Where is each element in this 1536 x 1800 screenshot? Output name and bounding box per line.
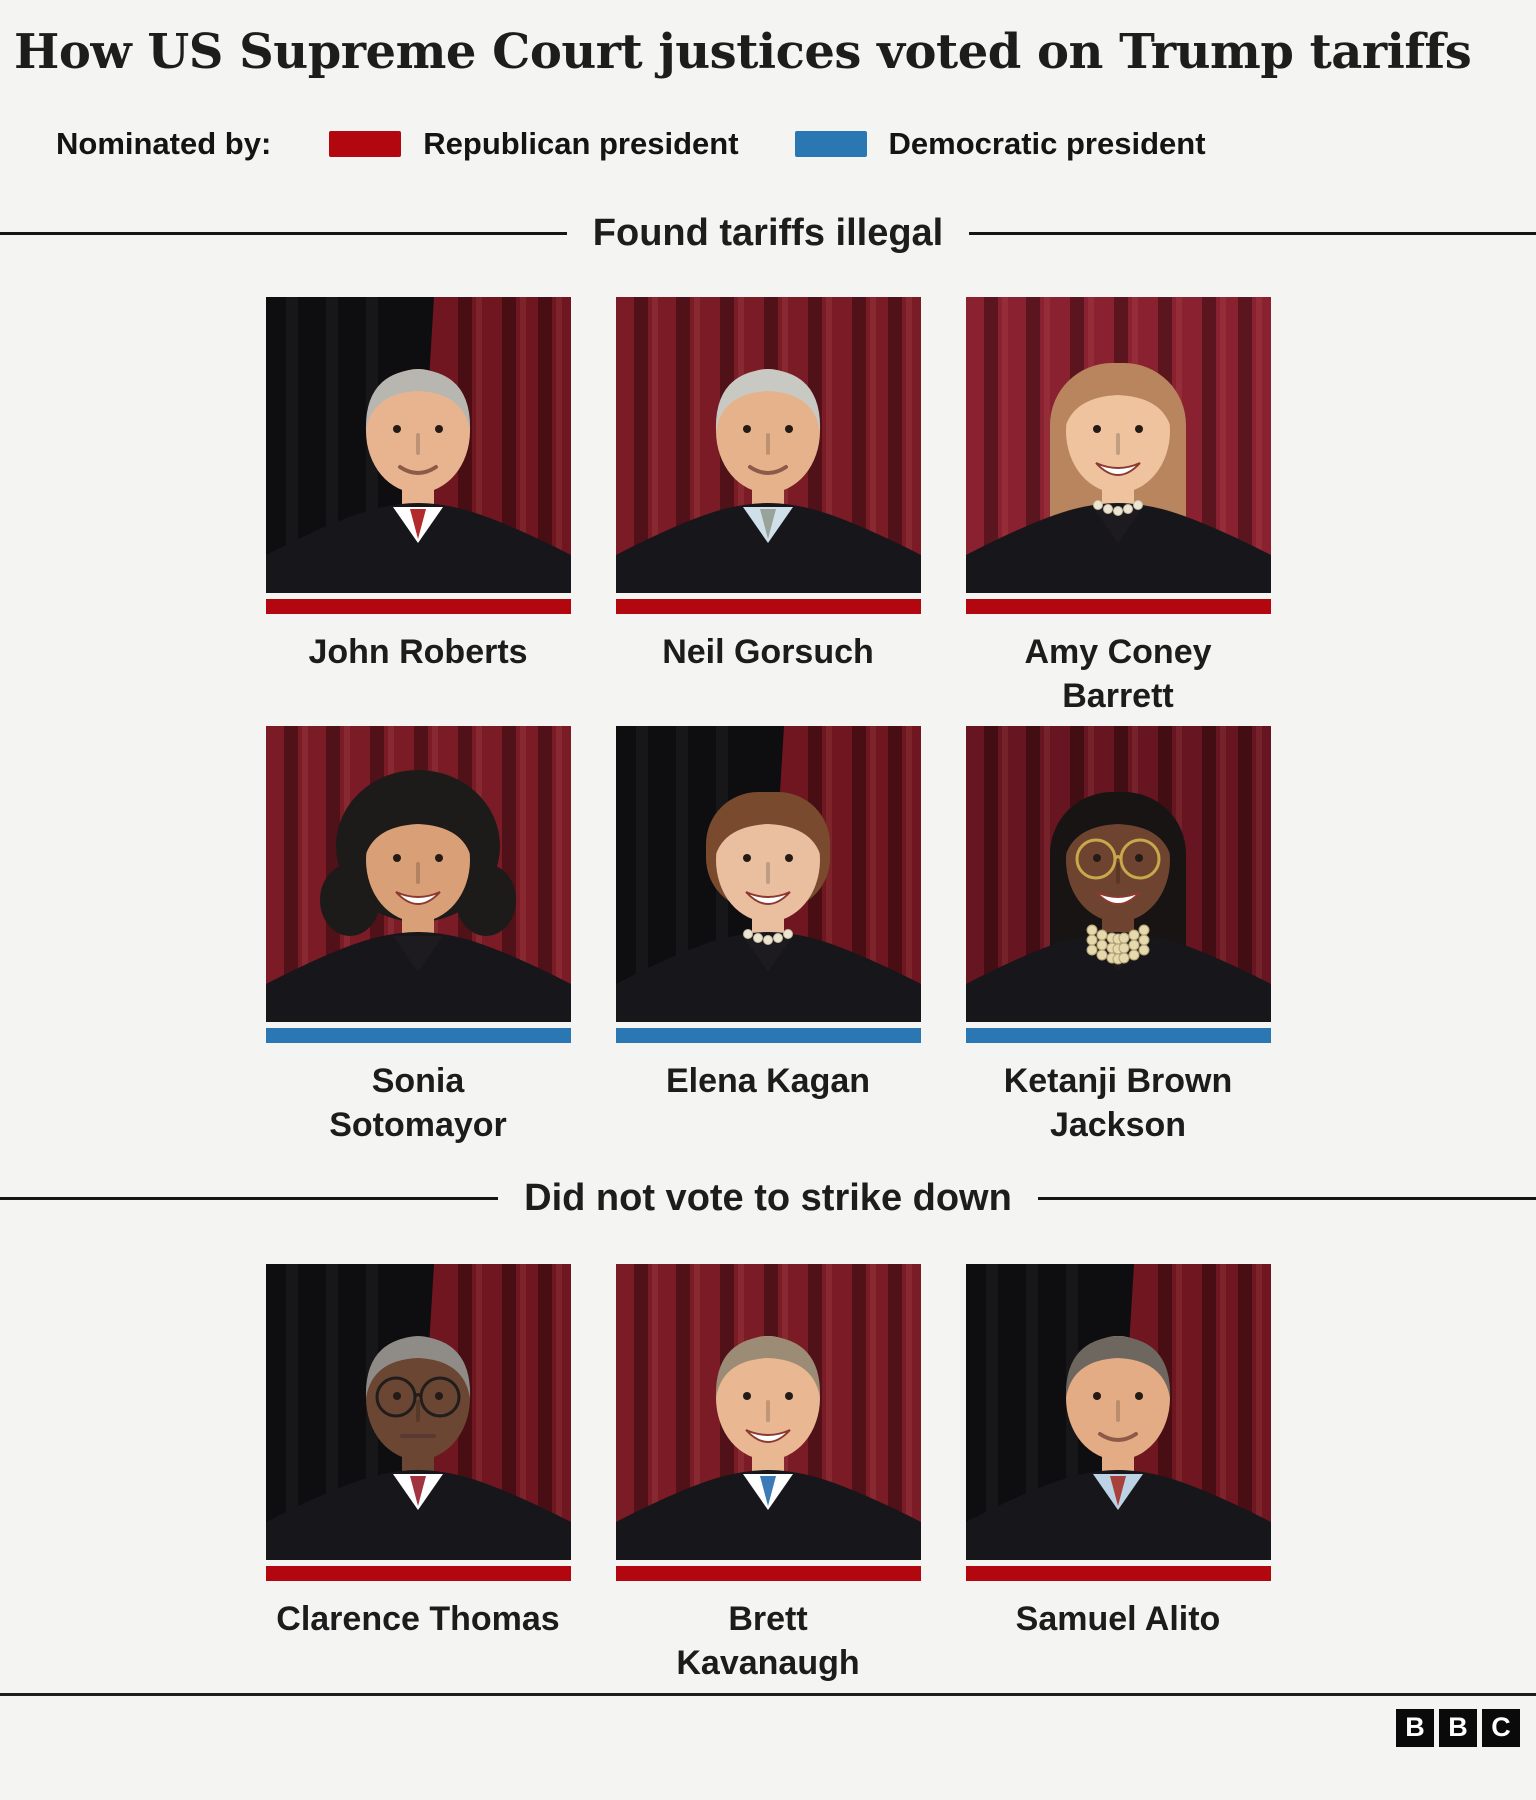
nomination-color-bar: [966, 1028, 1271, 1043]
justice-portrait-photo: [966, 726, 1271, 1022]
legend: [56, 126, 1536, 162]
justice-name: [266, 630, 571, 718]
justice-name: [966, 1597, 1271, 1685]
nomination-color-bar: [616, 1028, 921, 1043]
justice-portrait-photo: [616, 726, 921, 1022]
nomination-color-bar: [266, 1028, 571, 1043]
divider-line: [0, 1197, 498, 1200]
section-heading: Found tariffs illegal: [592, 211, 944, 254]
justice-name-line: Brett: [728, 1599, 808, 1638]
nomination-color-bar: [266, 1566, 571, 1581]
justice-name-line: John Roberts: [308, 632, 528, 671]
justice-portrait-photo: [966, 1264, 1271, 1560]
divider-line: [0, 232, 567, 235]
legend-label: Nominated by:: [56, 125, 272, 161]
nomination-color-bar: [966, 599, 1271, 614]
justice-card: [966, 1264, 1271, 1685]
democratic-swatch: [795, 131, 867, 157]
justice-card: [266, 1264, 571, 1685]
legend-item-republican: [329, 126, 738, 162]
justice-name-line: Clarence Thomas: [276, 1599, 560, 1638]
section-header: [0, 1177, 1536, 1220]
justice-name: [966, 1059, 1271, 1147]
justice-name-line: Elena Kagan: [665, 1061, 871, 1100]
justice-card: [966, 726, 1271, 1147]
justice-card: [616, 726, 921, 1147]
justice-name: [266, 1597, 571, 1685]
justice-portrait-photo: [266, 726, 571, 1022]
justice-name-line: Sonia: [371, 1061, 465, 1100]
justice-name-line: Neil Gorsuch: [662, 632, 874, 671]
justice-name-line: Kavanaugh: [676, 1643, 860, 1682]
justice-portrait-photo: [266, 297, 571, 593]
justice-portrait-photo: [966, 297, 1271, 593]
bbc-logo: [0, 1709, 1536, 1747]
justice-name-line: Samuel Alito: [1015, 1599, 1221, 1638]
justice-card: [616, 1264, 921, 1685]
legend-item-democratic: [795, 126, 1206, 162]
bbc-logo-letter: B: [1396, 1709, 1434, 1747]
nomination-color-bar: [266, 599, 571, 614]
nomination-color-bar: [616, 1566, 921, 1581]
justice-name-line: Barrett: [1062, 676, 1174, 715]
section-did-not-vote: [0, 1177, 1536, 1685]
justice-portrait-photo: [266, 1264, 571, 1560]
justice-name: [616, 1059, 921, 1147]
justice-card: [266, 297, 571, 718]
justice-card: [266, 726, 571, 1147]
justice-name-line: Amy Coney: [1024, 632, 1212, 671]
justice-name: [616, 1597, 921, 1685]
footer-divider-line: [0, 1693, 1536, 1696]
republican-swatch: [329, 131, 401, 157]
justice-portrait-photo: [616, 1264, 921, 1560]
legend-item-label: Republican president: [423, 125, 739, 161]
nomination-color-bar: [966, 1566, 1271, 1581]
justice-name: [966, 630, 1271, 718]
justice-portrait-photo: [616, 297, 921, 593]
legend-item-label: Democratic president: [888, 125, 1206, 161]
section-found-tariffs-illegal: [0, 212, 1536, 1147]
divider-line: [1038, 1197, 1536, 1200]
justice-name-line: Ketanji Brown: [1003, 1061, 1233, 1100]
bbc-logo-letter: C: [1482, 1709, 1520, 1747]
justice-name-line: Jackson: [1049, 1105, 1187, 1144]
justice-name: [616, 630, 921, 718]
justice-grid: [266, 297, 1271, 1147]
divider-line: [969, 232, 1536, 235]
section-header: [0, 212, 1536, 255]
page-title: How US Supreme Court justices voted on Trump tariffs: [14, 24, 1472, 80]
justice-name: [266, 1059, 571, 1147]
justice-card: [616, 297, 921, 718]
section-heading: Did not vote to strike down: [524, 1176, 1012, 1219]
justice-card: [966, 297, 1271, 718]
bbc-logo-letter: B: [1439, 1709, 1477, 1747]
justice-grid: [266, 1264, 1271, 1685]
justice-name-line: Sotomayor: [329, 1105, 507, 1144]
nomination-color-bar: [616, 599, 921, 614]
